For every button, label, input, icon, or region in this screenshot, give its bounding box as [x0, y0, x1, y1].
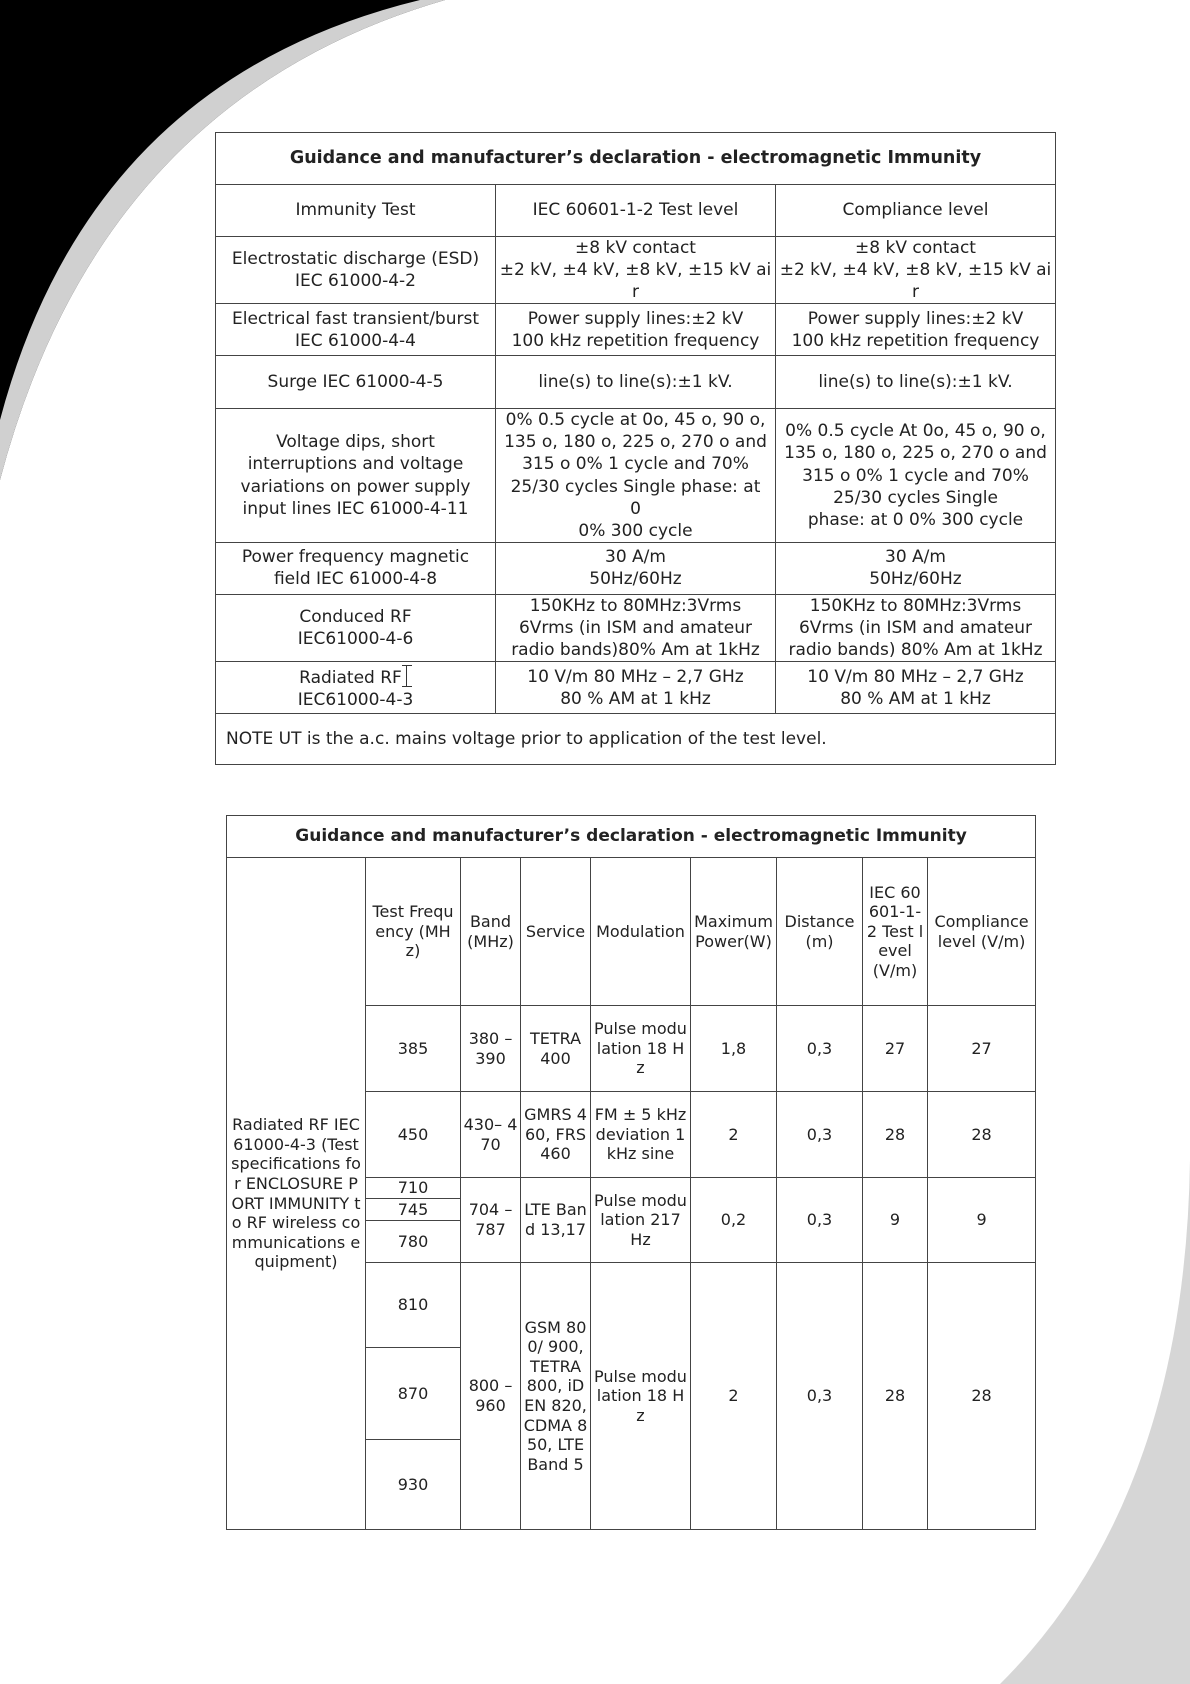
cell-line: 6Vrms (in ISM and amateur	[518, 617, 753, 638]
cell-line: 6Vrms (in ISM and amateur	[798, 617, 1033, 638]
cell-line: variations on power supply	[240, 476, 471, 497]
table1-cell	[216, 594, 496, 661]
cell-line: 0	[630, 498, 641, 519]
cell-line: 315 o 0% 1 cycle and 70%	[802, 465, 1029, 486]
service-cell: GSM 800/ 900, TETRA 800, iDEN 820, CDMA 850, LTE Band 5	[521, 1263, 591, 1530]
cell-line: radio bands) 80% Am at 1kHz	[788, 640, 1043, 661]
table1-title: Guidance and manufacturer’s declaration - electromagnetic Immunity	[216, 133, 1056, 185]
compliance-cell: 28	[928, 1092, 1036, 1178]
band-cell: 800 – 960	[461, 1263, 521, 1530]
table1-cell	[496, 662, 776, 714]
test-level-cell: 27	[863, 1006, 928, 1092]
table2-header-service: Service	[521, 858, 591, 1006]
modulation-cell: Pulse modulation 217 Hz	[591, 1178, 691, 1263]
cell-line: Power supply lines:±2 kV	[807, 308, 1024, 329]
freq-cell: 450	[366, 1092, 461, 1178]
table1-cell	[216, 237, 496, 304]
cell-line: Voltage dips, short	[276, 432, 435, 453]
cell-line: 0% 300 cycle	[578, 520, 693, 541]
table1-note: NOTE UT is the a.c. mains voltage prior to application of the test level.	[216, 714, 1056, 765]
table1-cell	[496, 237, 776, 304]
distance-cell: 0,3	[777, 1263, 863, 1530]
table1-header-compliance: Compliance level	[776, 185, 1056, 237]
compliance-cell: 28	[928, 1263, 1036, 1530]
cell-line: 30 A/m	[885, 547, 946, 568]
cell-line: ±2 kV, ±4 kV, ±8 kV, ±15 kV air	[779, 260, 1052, 303]
cell-line: IEC 61000-4-2	[294, 271, 416, 292]
emc-immunity-table-2	[226, 815, 1036, 1530]
cell-text: Radiated RF	[299, 667, 402, 688]
table1-header-level: IEC 60601-1-2 Test level	[496, 185, 776, 237]
table-row	[216, 237, 1056, 304]
distance-cell: 0,3	[777, 1092, 863, 1178]
table1-cell: Surge IEC 61000-4-5	[216, 356, 496, 409]
cell-line: input lines IEC 61000-4-11	[242, 498, 469, 519]
cell-line: 10 V/m 80 MHz – 2,7 GHz	[527, 666, 744, 687]
table-row	[216, 594, 1056, 661]
cell-line: Power frequency magnetic	[241, 547, 470, 568]
freq-cell: 870	[366, 1348, 461, 1440]
cell-line: Conduced RF	[299, 606, 412, 627]
table2-header-modulation: Modulation	[591, 858, 691, 1006]
table-row	[216, 542, 1056, 594]
table1-cell	[776, 662, 1056, 714]
table2-row-label: Radiated RF IEC61000-4-3 (Test specifications for ENCLOSURE PORT IMMUNITY to RF wireless communications equipment)	[227, 858, 366, 1530]
table-row	[216, 356, 1056, 409]
freq-cell: 710	[366, 1178, 461, 1199]
table1-cell	[496, 594, 776, 661]
emc-immunity-table-1	[215, 132, 1056, 765]
test-level-cell: 28	[863, 1092, 928, 1178]
cell-line: 135 o, 180 o, 225 o, 270 o and	[504, 432, 767, 453]
table2-header-frequency: Test Frequency (MHz)	[366, 858, 461, 1006]
distance-cell: 0,3	[777, 1006, 863, 1092]
cell-line: 25/30 cycles Single phase: at	[510, 476, 761, 497]
table1-cell	[776, 594, 1056, 661]
cell-line: 100 kHz repetition frequency	[791, 330, 1040, 351]
cell-line: ±8 kV contact	[575, 238, 696, 258]
table2-header-test-level: IEC 60601-1-2 Test level (V/m)	[863, 858, 928, 1006]
cell-line: Electrostatic discharge (ESD)	[231, 249, 480, 270]
table-row	[216, 409, 1056, 543]
power-cell: 1,8	[691, 1006, 777, 1092]
cell-line: 50Hz/60Hz	[869, 569, 962, 590]
cell-line: 80 % AM at 1 kHz	[840, 688, 991, 709]
cell-line: 100 kHz repetition frequency	[511, 330, 760, 351]
cell-line: 25/30 cycles Single	[833, 487, 998, 508]
table2-header-power: Maximum Power(W)	[691, 858, 777, 1006]
freq-cell: 930	[366, 1440, 461, 1530]
cell-line: Power supply lines:±2 kV	[527, 308, 744, 329]
table2-header-band: Band (MHz)	[461, 858, 521, 1006]
service-cell: LTE Band 13,17	[521, 1178, 591, 1263]
cell-line: 50Hz/60Hz	[589, 569, 682, 590]
cell-line: interruptions and voltage	[247, 454, 464, 475]
cell-line: 10 V/m 80 MHz – 2,7 GHz	[807, 666, 1024, 687]
power-cell: 2	[691, 1092, 777, 1178]
power-cell: 0,2	[691, 1178, 777, 1263]
table1-cell	[216, 662, 496, 714]
modulation-cell: FM ± 5 kHz deviation 1 kHz sine	[591, 1092, 691, 1178]
cell-line: 0% 0.5 cycle at 0o, 45 o, 90 o,	[505, 410, 766, 431]
band-cell: 430– 470	[461, 1092, 521, 1178]
band-cell: 380 – 390	[461, 1006, 521, 1092]
cell-line: 135 o, 180 o, 225 o, 270 o and	[784, 443, 1047, 464]
table-row	[216, 304, 1056, 356]
freq-cell: 385	[366, 1006, 461, 1092]
cell-line: IEC61000-4-6	[297, 628, 414, 649]
test-level-cell: 9	[863, 1178, 928, 1263]
cell-line: 30 A/m	[605, 547, 666, 568]
compliance-cell: 27	[928, 1006, 1036, 1092]
table1-cell	[776, 237, 1056, 304]
cell-line: ±2 kV, ±4 kV, ±8 kV, ±15 kV air	[499, 260, 772, 303]
cell-line: 150KHz to 80MHz:3Vrms	[529, 595, 742, 616]
table1-cell	[216, 304, 496, 356]
service-cell: TETRA 400	[521, 1006, 591, 1092]
table1-cell	[776, 409, 1056, 543]
table1-cell	[496, 409, 776, 543]
cell-line: radio bands)80% Am at 1kHz	[511, 640, 760, 661]
table1-cell	[496, 304, 776, 356]
table1-cell	[216, 542, 496, 594]
modulation-cell: Pulse modulation 18 Hz	[591, 1006, 691, 1092]
table1-cell: line(s) to line(s):±1 kV.	[496, 356, 776, 409]
table2-header-compliance: Compliance level (V/m)	[928, 858, 1036, 1006]
table1-cell	[776, 304, 1056, 356]
cell-line: field IEC 61000-4-8	[273, 569, 438, 590]
cell-line: phase: at 0 0% 300 cycle	[807, 509, 1024, 530]
cell-line: IEC 61000-4-4	[294, 330, 416, 351]
distance-cell: 0,3	[777, 1178, 863, 1263]
band-cell: 704 – 787	[461, 1178, 521, 1263]
table1-header-test: Immunity Test	[216, 185, 496, 237]
table-row	[216, 662, 1056, 714]
cell-line: 80 % AM at 1 kHz	[560, 688, 711, 709]
freq-cell: 745	[366, 1199, 461, 1221]
cell-line: Electrical fast transient/burst	[232, 308, 479, 329]
cell-line: 150KHz to 80MHz:3Vrms	[809, 595, 1022, 616]
service-cell: GMRS 460, FRS 460	[521, 1092, 591, 1178]
cell-line: ±8 kV contact	[855, 238, 976, 258]
text-cursor-icon	[402, 665, 412, 687]
table2-header-distance: Distance (m)	[777, 858, 863, 1006]
cell-line	[218, 665, 493, 689]
table2-title: Guidance and manufacturer’s declaration - electromagnetic Immunity	[227, 816, 1036, 858]
table1-cell	[216, 409, 496, 543]
cell-line: 315 o 0% 1 cycle and 70%	[522, 454, 749, 475]
table1-cell: line(s) to line(s):±1 kV.	[776, 356, 1056, 409]
modulation-cell: Pulse modulation 18 Hz	[591, 1263, 691, 1530]
freq-cell: 780	[366, 1221, 461, 1263]
test-level-cell: 28	[863, 1263, 928, 1530]
cell-line: 0% 0.5 cycle At 0o, 45 o, 90 o,	[785, 421, 1046, 442]
power-cell: 2	[691, 1263, 777, 1530]
compliance-cell: 9	[928, 1178, 1036, 1263]
table1-cell	[496, 542, 776, 594]
freq-cell: 810	[366, 1263, 461, 1348]
cell-line: IEC61000-4-3	[297, 689, 414, 710]
table1-cell	[776, 542, 1056, 594]
